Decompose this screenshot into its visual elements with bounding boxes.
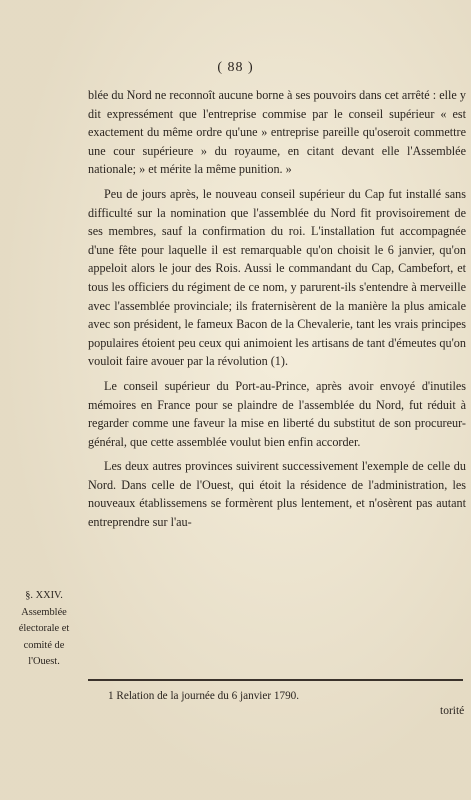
margin-note <box>8 588 80 671</box>
section-number: §. XXIV. <box>25 590 63 601</box>
paragraph: Les deux autres provinces suivirent successivement l'exemple de celle du Nord. Dans celle de l'Ouest, qui étoit la résidence de l'administration, les nouveaux établissemens se formèrent plus lentement, et n'osèrent pas autant entreprendre sur l'au- <box>88 459 466 530</box>
paragraph: Le conseil supérieur du Port-au-Prince, après avoir envoyé d'inutiles mémoires en France pour se plaindre de l'assemblée du Nord, fut réduit à regarder comme une faveur la mise en liberté du substitut de son procureur-général, que cette assemblée voulut bien enfin accorder. <box>88 378 466 449</box>
footnote: 1 Relation de la journée du 6 janvier 1790. <box>108 690 300 702</box>
margin-note-line: comité de <box>23 639 65 651</box>
footnote-divider <box>88 679 463 681</box>
margin-note-line: électorale et <box>18 623 70 634</box>
margin-note-line: Assemblée <box>21 606 67 618</box>
page-number: ( 88 ) <box>217 60 254 75</box>
main-text <box>88 86 466 532</box>
margin-note-line: l'Ouest. <box>28 656 60 667</box>
catchword: torité <box>440 705 465 717</box>
paragraph-continuation: blée du Nord ne reconnoît aucune borne à ses pouvoirs dans cet arrêté : elle y dit expressément que l'entreprise commise par le conseil supérieur « est exactement du même ordre qu'une » entreprise pareille qu'oseroit commettre une cour supérieure » du royaume, en citant devant elle l'Assemblée nationale; » et mérite la même punition. » <box>88 88 466 177</box>
paragraph: Peu de jours après, le nouveau conseil supérieur du Cap fut installé sans difficulté sur la nomination que l'assemblée du Nord fit provisoirement de ses membres, sauf la confirmation du roi. L'installation fut accompagnée d'une fête pour laquelle il est remarquable qu'on choisit le 6 janvier, qu'on appeloit alors le jour des Rois. Aussi le commandant du Cap, Cambefort, et tous les officiers du régiment de ce nom, y parurent-ils s'entendre à merveille avec l'assemblée provinciale; ils fraternisèrent de la manière la plus amicale avec son président, le fameux Bacon de la Chevalerie, tant les vrais principes populaires étoient peu ceux qui animoient les artisans de tant d'émeutes qu'on vouloit faire avouer par la révolution (1). <box>88 186 466 369</box>
